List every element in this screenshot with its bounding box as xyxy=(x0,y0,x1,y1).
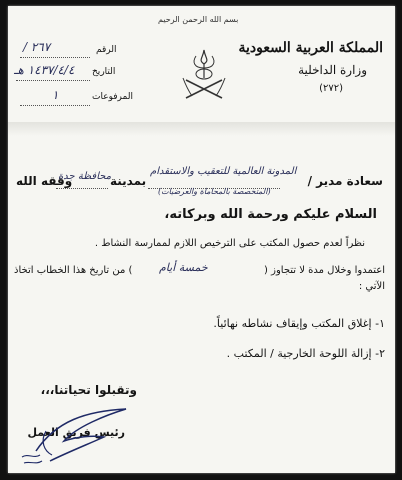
paragraph-2-start: اعتمدوا وخلال مدة لا تتجاوز ( xyxy=(264,265,385,276)
kingdom-title: المملكة العربية السعودية xyxy=(238,40,383,56)
emblem-icon xyxy=(174,46,234,108)
paper-fold xyxy=(8,122,395,136)
date-label: التاريخ xyxy=(92,67,116,77)
attachments-value: ١ xyxy=(52,88,59,102)
paragraph-2-end: ) من تاريخ هذا الخطاب اتخاذ xyxy=(14,265,133,276)
office-name-handwritten-sub: (المتخصصة بالمحاماة والعرضيات) xyxy=(158,187,271,196)
number-label: الرقم xyxy=(96,45,117,55)
ministry-code: (٢٧٢) xyxy=(319,83,343,94)
salutation: السلام عليكم ورحمة الله وبركاته، xyxy=(164,207,377,222)
attachments-label: المرفوعات xyxy=(92,92,133,102)
attachments-line xyxy=(20,105,90,106)
city-label: بمدينة xyxy=(110,174,147,188)
period-handwritten: خمسة أيام xyxy=(159,261,208,274)
action-item-2: ٢- إزالة اللوحة الخارجية / المكتب . xyxy=(226,347,385,360)
closing-thanks: وتقبلوا تحياتنا،،، xyxy=(40,383,137,397)
basmala: بسم الله الرحمن الرحيم xyxy=(158,15,239,24)
signature-icon xyxy=(16,401,166,471)
office-name-handwritten: المدونة العالمية للتعقيب والاستقدام xyxy=(150,166,297,177)
paragraph-1: نظراً لعدم حصول المكتب على الترخيص اللازم لممارسة النشاط . xyxy=(94,238,365,249)
letter-page xyxy=(8,6,395,473)
ministry-title: وزارة الداخلية xyxy=(298,63,367,77)
number-value: ٢٦٧ / xyxy=(23,40,51,54)
paragraph-2-cont: الآتي : xyxy=(358,281,385,292)
action-item-1: ١- إغلاق المكتب وإيقاف نشاطه نهائياً. xyxy=(213,317,385,330)
city-handwritten: محافظة جدة xyxy=(58,171,112,182)
closing-greeting: وفقه الله xyxy=(16,174,73,188)
date-value: ١٤٣٧/٤/٤ هـ xyxy=(14,63,75,77)
addressee-prefix: سعادة مدير / xyxy=(307,174,383,188)
city-line xyxy=(56,188,108,189)
date-line xyxy=(16,80,90,81)
number-line xyxy=(20,57,90,58)
signatory-title: رئيس فريق العمل xyxy=(27,426,125,439)
